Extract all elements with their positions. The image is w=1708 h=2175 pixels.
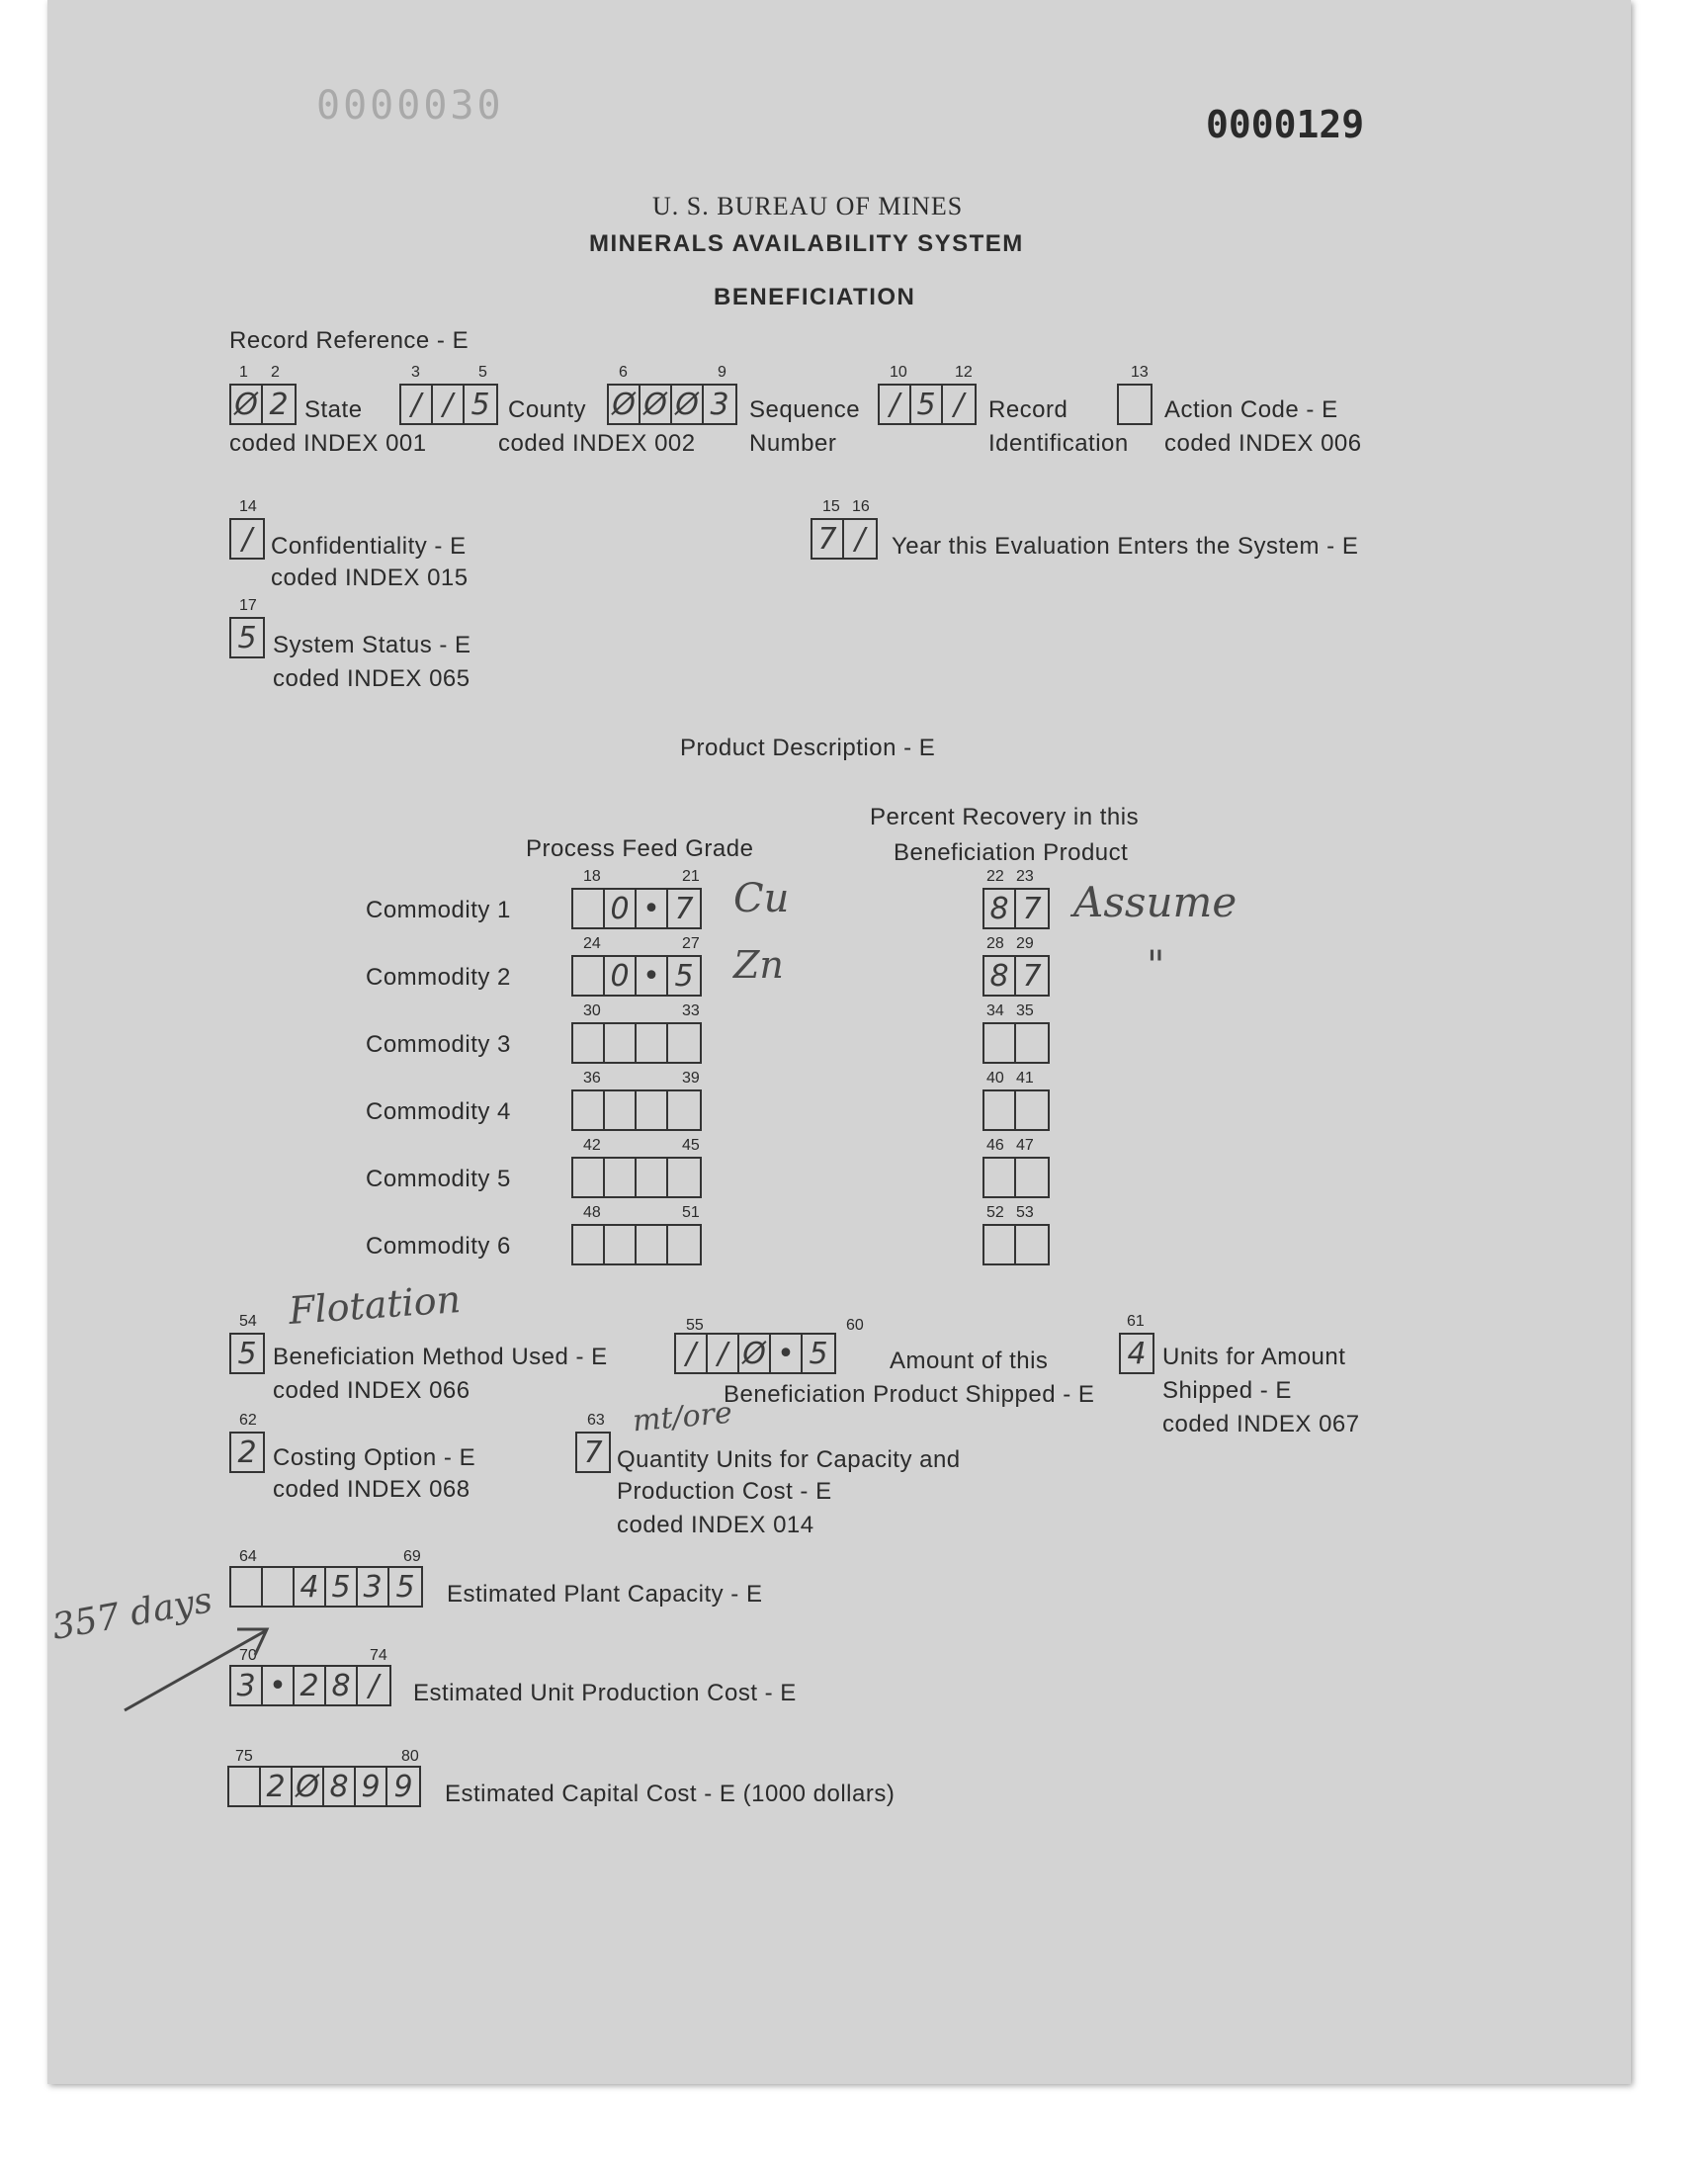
method-digit[interactable]: 5 xyxy=(237,1336,257,1371)
year-digit[interactable]: 7 xyxy=(812,520,844,558)
feed-grade-digit[interactable] xyxy=(637,1091,668,1129)
feed-grade-digit[interactable]: 7 xyxy=(674,891,694,926)
capital-cost-col-end: 80 xyxy=(401,1748,419,1765)
recovery-col-start: 40 xyxy=(986,1070,1004,1087)
capital-cost-digit[interactable]: 2 xyxy=(261,1768,293,1805)
feed-col-start: 48 xyxy=(583,1204,601,1221)
record-id-sub: Identification xyxy=(988,430,1129,457)
handwritten-assume: Assume xyxy=(1073,878,1238,926)
handwritten-days: 357 days xyxy=(48,1580,215,1648)
feed-grade-boxes[interactable] xyxy=(571,888,702,929)
system-status-label: System Status - E xyxy=(273,632,471,658)
recovery-digit[interactable] xyxy=(984,1091,1016,1129)
feed-grade-digit[interactable] xyxy=(573,1226,605,1263)
stamp-number-right: 0000129 xyxy=(1206,103,1365,146)
commodity-label: Commodity 5 xyxy=(366,1166,511,1192)
units-amount-box[interactable] xyxy=(1119,1333,1154,1374)
feed-grade-digit[interactable] xyxy=(573,957,605,995)
system-title: MINERALS AVAILABILITY SYSTEM xyxy=(589,230,1024,257)
sequence-digit[interactable]: 3 xyxy=(710,387,729,422)
plant-capacity-digit[interactable]: 3 xyxy=(358,1568,389,1606)
confidentiality-label: Confidentiality - E xyxy=(271,533,467,560)
feed-grade-digit[interactable] xyxy=(605,1024,637,1062)
costing-index: coded INDEX 068 xyxy=(273,1476,470,1503)
system-status-box[interactable] xyxy=(229,617,265,658)
units-amount-index: coded INDEX 067 xyxy=(1162,1411,1360,1437)
system-status-index: coded INDEX 065 xyxy=(273,665,470,692)
confidentiality-box[interactable] xyxy=(229,518,265,560)
recovery-digit[interactable] xyxy=(984,1226,1016,1263)
recovery-col-end: 35 xyxy=(1016,1002,1034,1019)
state-index: coded INDEX 001 xyxy=(229,430,427,457)
amount-sub: Beneficiation Product Shipped - E xyxy=(724,1381,1095,1408)
feed-grade-digit[interactable] xyxy=(637,1024,668,1062)
plant-capacity-col-start: 64 xyxy=(239,1548,257,1565)
sequence-col-start: 6 xyxy=(619,364,628,381)
feed-grade-digit[interactable] xyxy=(573,1159,605,1196)
qty-units-col: 63 xyxy=(587,1412,605,1429)
record-id-digit[interactable]: 5 xyxy=(911,386,943,423)
action-code-box[interactable] xyxy=(1117,384,1153,425)
amount-label: Amount of this xyxy=(890,1348,1049,1374)
qty-units-index: coded INDEX 014 xyxy=(617,1512,814,1538)
unit-cost-digit[interactable]: 3 xyxy=(231,1667,263,1704)
recovery-digit[interactable] xyxy=(984,1159,1016,1196)
feed-grade-boxes[interactable] xyxy=(571,1157,702,1198)
feed-grade-digit[interactable]: • xyxy=(637,957,668,995)
handwritten-ditto: " xyxy=(1147,943,1165,989)
recovery-col-start: 28 xyxy=(986,935,1004,952)
recovery-digit[interactable] xyxy=(1016,1024,1048,1062)
recovery-digit[interactable]: 7 xyxy=(1022,958,1042,994)
plant-capacity-digit[interactable] xyxy=(263,1568,295,1606)
handwritten-flotation: Flotation xyxy=(287,1276,463,1334)
state-col-start: 1 xyxy=(239,364,248,381)
sequence-label: Sequence xyxy=(749,396,861,423)
feed-col-start: 30 xyxy=(583,1002,601,1019)
capital-cost-digit[interactable]: 9 xyxy=(393,1769,413,1804)
feed-grade-digit[interactable]: 5 xyxy=(674,958,694,994)
record-id-digit[interactable]: / xyxy=(953,387,965,422)
units-amount-sub: Shipped - E xyxy=(1162,1377,1292,1404)
recovery-boxes[interactable] xyxy=(982,1224,1050,1265)
feed-grade-digit[interactable] xyxy=(668,1226,700,1263)
unit-cost-label: Estimated Unit Production Cost - E xyxy=(413,1680,797,1706)
county-digit[interactable]: 5 xyxy=(470,387,490,422)
action-code-index: coded INDEX 006 xyxy=(1164,430,1362,457)
feed-grade-digit[interactable] xyxy=(668,1024,700,1062)
handwritten-arrow-icon xyxy=(117,1611,285,1720)
confidentiality-digit[interactable]: / xyxy=(241,521,253,557)
recovery-col-start: 34 xyxy=(986,1002,1004,1019)
record-id-digit[interactable]: / xyxy=(880,386,911,423)
feed-grade-boxes[interactable] xyxy=(571,1224,702,1265)
capital-cost-digit[interactable]: 9 xyxy=(356,1768,387,1805)
record-id-boxes[interactable] xyxy=(878,384,977,425)
recovery-boxes[interactable] xyxy=(982,955,1050,997)
recovery-col-start: 52 xyxy=(986,1204,1004,1221)
year-evaluation-boxes[interactable] xyxy=(811,518,878,560)
costing-option-box[interactable] xyxy=(229,1432,265,1473)
costing-digit[interactable]: 2 xyxy=(237,1435,257,1470)
capital-cost-digit[interactable] xyxy=(229,1768,261,1805)
sequence-sub: Number xyxy=(749,430,837,457)
state-digit[interactable]: Ø xyxy=(231,386,263,423)
plant-capacity-digit[interactable]: 5 xyxy=(326,1568,358,1606)
county-col-end: 5 xyxy=(478,364,487,381)
unit-cost-col-start: 70 xyxy=(239,1647,257,1664)
feed-grade-digit[interactable] xyxy=(637,1159,668,1196)
feed-grade-digit[interactable] xyxy=(573,1091,605,1129)
capital-cost-col-start: 75 xyxy=(235,1748,253,1765)
section-title: BENEFICIATION xyxy=(714,284,916,310)
capital-cost-label: Estimated Capital Cost - E (1000 dollars) xyxy=(445,1781,896,1807)
feed-col-end: 45 xyxy=(682,1137,700,1154)
recovery-col-end: 53 xyxy=(1016,1204,1034,1221)
record-id-col-start: 10 xyxy=(890,364,907,381)
unit-cost-digit[interactable]: • xyxy=(263,1667,295,1704)
qty-units-sub: Production Cost - E xyxy=(617,1478,832,1505)
feed-grade-digit[interactable] xyxy=(668,1159,700,1196)
recovery-digit[interactable] xyxy=(984,1024,1016,1062)
unit-cost-digit[interactable]: 8 xyxy=(326,1667,358,1704)
sequence-col-end: 9 xyxy=(718,364,726,381)
county-code-boxes[interactable] xyxy=(399,384,498,425)
county-col-start: 3 xyxy=(411,364,420,381)
feed-grade-digit[interactable] xyxy=(573,1024,605,1062)
units-amount-label: Units for Amount xyxy=(1162,1344,1346,1370)
recovery-header-line1: Percent Recovery in this xyxy=(870,804,1140,830)
commodity-label: Commodity 6 xyxy=(366,1233,511,1260)
feed-grade-digit[interactable] xyxy=(668,1091,700,1129)
confidentiality-index: coded INDEX 015 xyxy=(271,565,469,591)
feed-grade-boxes[interactable] xyxy=(571,955,702,997)
feed-grade-digit[interactable] xyxy=(605,1091,637,1129)
feed-col-start: 24 xyxy=(583,935,601,952)
handwritten-cu: Cu xyxy=(733,876,790,921)
county-digit[interactable]: / xyxy=(433,386,465,423)
feed-grade-digit[interactable]: • xyxy=(637,890,668,927)
feed-col-end: 27 xyxy=(682,935,700,952)
process-feed-grade-header: Process Feed Grade xyxy=(526,835,754,862)
year-col-start: 15 xyxy=(822,498,840,515)
amount-digit[interactable]: / xyxy=(708,1335,739,1372)
amount-col-start: 55 xyxy=(686,1317,704,1334)
confidentiality-col: 14 xyxy=(239,498,257,515)
commodity-label: Commodity 1 xyxy=(366,897,511,923)
feed-col-start: 36 xyxy=(583,1070,601,1087)
recovery-col-end: 47 xyxy=(1016,1137,1034,1154)
plant-capacity-label: Estimated Plant Capacity - E xyxy=(447,1581,763,1608)
commodity-label: Commodity 4 xyxy=(366,1098,511,1125)
sequence-digit[interactable]: Ø xyxy=(609,386,640,423)
feed-grade-digit[interactable] xyxy=(605,1226,637,1263)
amount-digit[interactable]: / xyxy=(676,1335,708,1372)
capital-cost-digit[interactable]: Ø xyxy=(293,1768,324,1805)
sequence-number-boxes[interactable] xyxy=(607,384,737,425)
year-digit[interactable]: / xyxy=(854,521,866,557)
recovery-digit[interactable] xyxy=(1016,1159,1048,1196)
year-col-end: 16 xyxy=(852,498,870,515)
amount-digit[interactable]: Ø xyxy=(739,1335,771,1372)
action-code-label: Action Code - E xyxy=(1164,396,1338,423)
stamp-number-left: 0000030 xyxy=(316,83,504,129)
recovery-boxes[interactable] xyxy=(982,888,1050,929)
method-label: Beneficiation Method Used - E xyxy=(273,1344,608,1370)
qty-units-digit[interactable]: 7 xyxy=(583,1435,603,1470)
state-code-boxes[interactable] xyxy=(229,384,297,425)
feed-grade-digit[interactable] xyxy=(637,1226,668,1263)
state-col-end: 2 xyxy=(271,364,280,381)
recovery-digit[interactable] xyxy=(1016,1226,1048,1263)
handwritten-zn: Zn xyxy=(733,943,784,987)
costing-label: Costing Option - E xyxy=(273,1444,476,1471)
record-reference-label: Record Reference - E xyxy=(229,327,470,354)
unit-cost-digit[interactable]: 2 xyxy=(295,1667,326,1704)
recovery-boxes[interactable] xyxy=(982,1157,1050,1198)
amount-shipped-boxes[interactable] xyxy=(674,1333,836,1374)
commodity-label: Commodity 2 xyxy=(366,964,511,991)
recovery-header-line2: Beneficiation Product xyxy=(894,839,1129,866)
feed-grade-digit[interactable]: 0 xyxy=(605,957,637,995)
feed-col-end: 39 xyxy=(682,1070,700,1087)
capital-cost-digit[interactable]: 8 xyxy=(324,1768,356,1805)
plant-capacity-digit[interactable]: 5 xyxy=(395,1569,415,1605)
feed-col-end: 51 xyxy=(682,1204,700,1221)
plant-capacity-digit[interactable] xyxy=(231,1568,263,1606)
method-index: coded INDEX 066 xyxy=(273,1377,470,1404)
quantity-units-box[interactable] xyxy=(575,1432,611,1473)
capital-cost-boxes[interactable] xyxy=(227,1766,421,1807)
recovery-digit[interactable] xyxy=(1016,1091,1048,1129)
recovery-col-end: 23 xyxy=(1016,868,1034,885)
amount-col-end: 60 xyxy=(846,1317,864,1334)
recovery-col-start: 22 xyxy=(986,868,1004,885)
feed-grade-boxes[interactable] xyxy=(571,1022,702,1064)
amount-digit[interactable]: 5 xyxy=(809,1336,828,1371)
feed-col-start: 18 xyxy=(583,868,601,885)
plant-capacity-boxes[interactable] xyxy=(229,1566,423,1608)
recovery-boxes[interactable] xyxy=(982,1022,1050,1064)
recovery-col-end: 29 xyxy=(1016,935,1034,952)
method-col: 54 xyxy=(239,1313,257,1330)
recovery-digit[interactable]: 8 xyxy=(984,957,1016,995)
feed-grade-digit[interactable] xyxy=(605,1159,637,1196)
sequence-digit[interactable]: Ø xyxy=(640,386,672,423)
commodity-label: Commodity 3 xyxy=(366,1031,511,1058)
qty-units-label: Quantity Units for Capacity and xyxy=(617,1446,961,1473)
sequence-digit[interactable]: Ø xyxy=(672,386,704,423)
recovery-digit[interactable]: 7 xyxy=(1022,891,1042,926)
feed-grade-digit[interactable] xyxy=(573,890,605,927)
recovery-col-start: 46 xyxy=(986,1137,1004,1154)
unit-cost-col-end: 74 xyxy=(370,1647,387,1664)
unit-cost-digit[interactable]: / xyxy=(368,1668,380,1703)
action-code-col: 13 xyxy=(1131,364,1149,381)
county-index: coded INDEX 002 xyxy=(498,430,696,457)
method-box[interactable] xyxy=(229,1333,265,1374)
feed-grade-digit[interactable]: 0 xyxy=(605,890,637,927)
county-label: County xyxy=(508,396,587,423)
system-status-col: 17 xyxy=(239,597,257,614)
system-status-digit[interactable]: 5 xyxy=(237,620,257,655)
state-digit[interactable]: 2 xyxy=(269,387,289,422)
record-id-label: Record xyxy=(988,396,1068,423)
feed-col-end: 21 xyxy=(682,868,700,885)
agency-title: U. S. BUREAU OF MINES xyxy=(652,192,964,220)
product-description-title: Product Description - E xyxy=(680,735,936,761)
recovery-digit[interactable]: 8 xyxy=(984,890,1016,927)
costing-col: 62 xyxy=(239,1412,257,1429)
feed-col-start: 42 xyxy=(583,1137,601,1154)
recovery-boxes[interactable] xyxy=(982,1089,1050,1131)
feed-col-end: 33 xyxy=(682,1002,700,1019)
recovery-col-end: 41 xyxy=(1016,1070,1034,1087)
amount-digit[interactable]: • xyxy=(771,1335,803,1372)
state-label: State xyxy=(304,396,363,423)
plant-capacity-col-end: 69 xyxy=(403,1548,421,1565)
units-amount-digit[interactable]: 4 xyxy=(1127,1336,1147,1371)
record-id-col-end: 12 xyxy=(955,364,973,381)
plant-capacity-digit[interactable]: 4 xyxy=(295,1568,326,1606)
feed-grade-boxes[interactable] xyxy=(571,1089,702,1131)
county-digit[interactable]: / xyxy=(401,386,433,423)
units-amount-col: 61 xyxy=(1127,1313,1145,1330)
action-code-digit[interactable] xyxy=(1119,386,1151,423)
year-evaluation-label: Year this Evaluation Enters the System - E xyxy=(892,533,1359,560)
form-sheet xyxy=(47,0,1631,2084)
handwritten-mt-ore: mt/ore xyxy=(631,1395,734,1439)
